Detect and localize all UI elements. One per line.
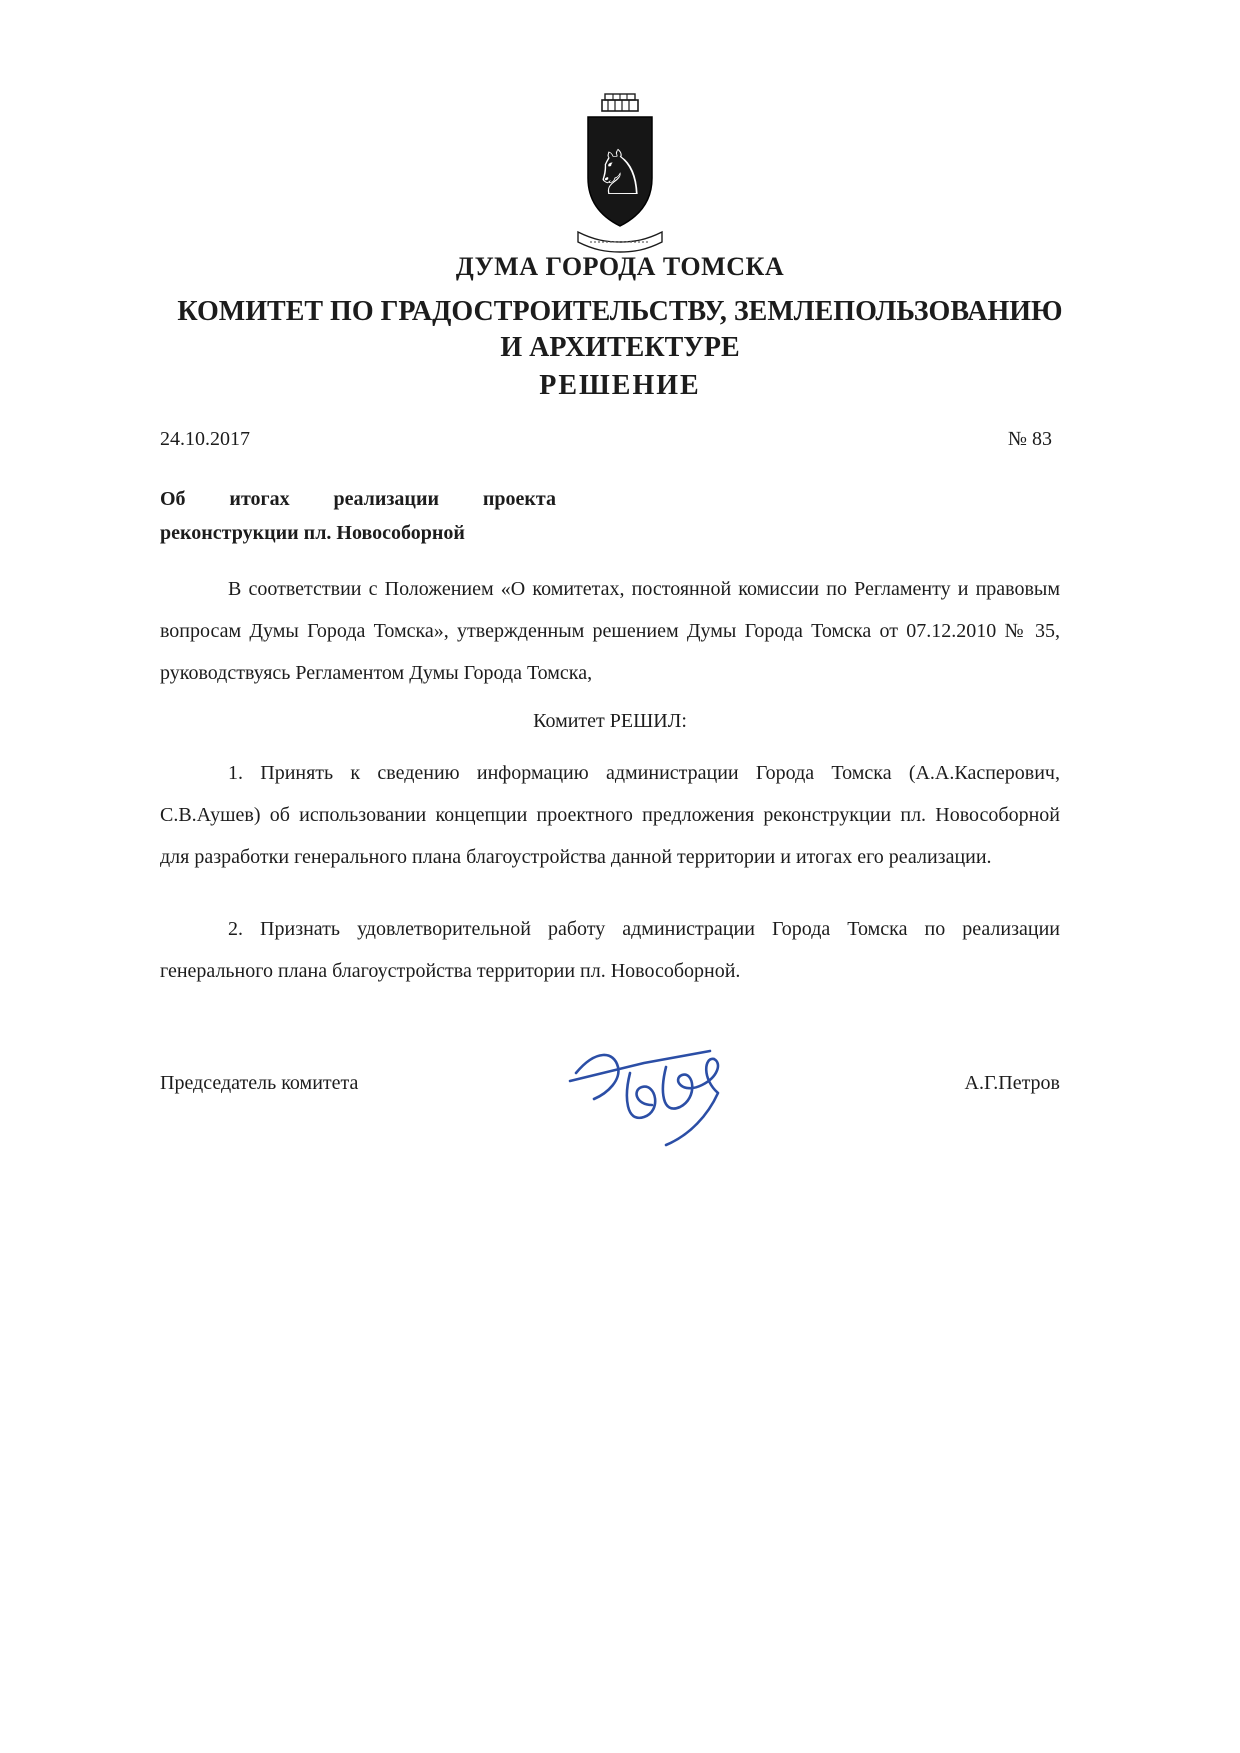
ribbon-icon bbox=[578, 232, 662, 252]
committee-name-line2: И АРХИТЕКТУРЕ bbox=[500, 332, 740, 363]
crown-icon bbox=[602, 94, 638, 111]
intro-paragraph: В соответствии с Положением «О комитетах, постоянной комиссии по Регламенту и правовым вопросам Думы Города Томска», утвержденным решением Думы Города Томска от 07.12.2010 № 35, руководствуясь Регламентом Думы Города Томска, bbox=[160, 578, 1060, 684]
subject-line1: Об итогах реализации проекта bbox=[160, 488, 556, 510]
signer-role: Председатель комитета bbox=[160, 1072, 359, 1094]
coat-of-arms-graphic bbox=[558, 90, 682, 254]
subject-line2: реконструкции пл. Новособорной bbox=[160, 522, 465, 544]
document-type-heading: РЕШЕНИЕ bbox=[539, 370, 701, 401]
signer-name: А.Г.Петров bbox=[964, 1072, 1060, 1094]
committee-name bbox=[0, 294, 1240, 366]
document-number: № 83 bbox=[1007, 428, 1052, 450]
organization-title: ДУМА ГОРОДА ТОМСКА bbox=[455, 252, 785, 281]
shield-icon bbox=[588, 117, 652, 226]
tomsk-coat-of-arms-icon bbox=[558, 90, 682, 254]
resolution-item-2: 2. Признать удовлетворительной работу администрации Города Томска по реализации генерального плана благоустройства территории пл. Новособорной. bbox=[160, 918, 1060, 982]
document-subject bbox=[160, 482, 556, 550]
meta-row bbox=[160, 428, 1052, 451]
handwritten-signature bbox=[548, 1035, 758, 1155]
resolution-item-1: 1. Принять к сведению информацию администрации Города Томска (А.А.Касперович, С.В.Аушев) об использовании концепции проектного предложения реконструкции пл. Новособорной для разработки генерального плана благоустройства данной территории и итогах его реализации. bbox=[160, 762, 1060, 868]
horse-glyph: ♘ bbox=[592, 140, 648, 208]
committee-name-line1: КОМИТЕТ ПО ГРАДОСТРОИТЕЛЬСТВУ, ЗЕМЛЕПОЛЬЗОВАНИЮ bbox=[177, 296, 1063, 327]
resolution-heading: Комитет РЕШИЛ: bbox=[533, 710, 687, 732]
document-date: 24.10.2017 bbox=[160, 428, 250, 450]
